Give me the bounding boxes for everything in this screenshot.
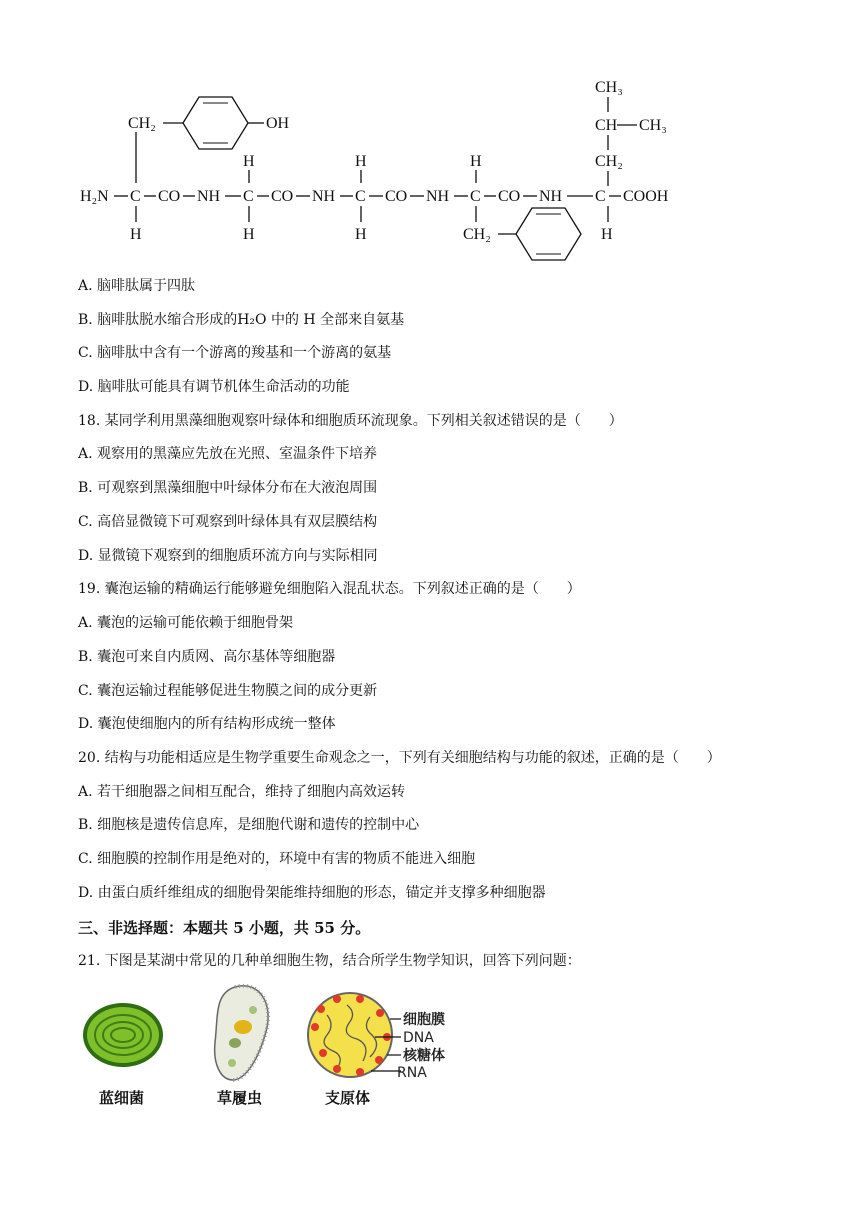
co-3: CO <box>385 188 408 205</box>
c-2: C <box>243 188 254 205</box>
q20-stem: 20. 结构与功能相适应是生物学重要生命观念之一，下列有关细胞结构与功能的叙述，正确的是（ ） <box>78 750 721 766</box>
organisms-figure <box>75 975 475 1115</box>
q19-option-a: A. 囊泡的运输可能依赖于细胞骨架 <box>78 615 294 631</box>
membrane-label: 细胞膜 <box>403 1012 445 1028</box>
tyr-benzene-ring <box>183 97 248 149</box>
c-1: C <box>130 188 141 205</box>
h-bottom-2: H <box>243 226 255 243</box>
q19-option-c: C. 囊泡运输过程能够促进生物膜之间的成分更新 <box>78 683 378 699</box>
section-heading: 三、非选择题：本题共 5 小题，共 55 分。 <box>78 919 371 937</box>
q18-option-c: C. 高倍显微镜下可观察到叶绿体具有双层膜结构 <box>78 514 378 530</box>
enkephalin-structure <box>70 70 690 270</box>
q18-option-b: B. 可观察到黑藻细胞中叶绿体分布在大液泡周围 <box>78 480 378 496</box>
ch-label: CH <box>595 117 618 134</box>
ch2-tyr-label: CH₂ <box>128 115 156 132</box>
q19-option-d: D. 囊泡使细胞内的所有结构形成统一整体 <box>78 716 336 732</box>
q17-option-b <box>78 310 404 330</box>
q20-option-c: C. 细胞膜的控制作用是绝对的，环境中有害的物质不能进入细胞 <box>78 851 476 867</box>
h2n-label: H₂N <box>80 188 109 205</box>
h-bottom-5: H <box>601 226 613 243</box>
q20-option-b: B. 细胞核是遗传信息库，是细胞代谢和遗传的控制中心 <box>78 817 420 833</box>
h2o-formula <box>237 312 266 328</box>
q17-option-d: D. 脑啡肽可能具有调节机体生命活动的功能 <box>78 379 350 395</box>
ch3-top-label: CH₃ <box>595 79 623 96</box>
phe-benzene-ring <box>516 208 581 260</box>
mycoplasma-label: 支原体 <box>325 1089 371 1107</box>
cyanobacteria-label: 蓝细菌 <box>99 1089 145 1107</box>
nh-4: NH <box>539 188 563 205</box>
ch3-right-label: CH₃ <box>639 117 667 134</box>
q20-option-d: D. 由蛋白质纤维组成的细胞骨架能维持细胞的形态，锚定并支撑多种细胞器 <box>78 885 546 901</box>
mycoplasma-image <box>308 993 392 1077</box>
h-top-3: H <box>470 153 482 170</box>
q19-stem: 19. 囊泡运输的精确运行能够避免细胞陷入混乱状态。下列叙述正确的是（ ） <box>78 581 581 597</box>
q17-option-b-tail: 中的 H 全部来自氨基 <box>266 312 405 328</box>
cyanobacteria-image <box>83 1003 163 1067</box>
nh-1: NH <box>197 188 221 205</box>
h-top-1: H <box>243 153 255 170</box>
q19-option-b: B. 囊泡可来自内质网、高尔基体等细胞器 <box>78 649 336 665</box>
paramecium-label: 草履虫 <box>217 1089 263 1107</box>
q21-stem: 21. 下图是某湖中常见的几种单细胞生物，结合所学生物学知识，回答下列问题： <box>78 953 581 969</box>
nh-2: NH <box>312 188 336 205</box>
q18-option-d: D. 显微镜下观察到的细胞质环流方向与实际相同 <box>78 548 378 564</box>
c-5: C <box>595 188 606 205</box>
rna-label: RNA <box>397 1065 427 1081</box>
ch2-leu-label: CH₂ <box>595 153 623 170</box>
q18-stem: 18. 某同学利用黑藻细胞观察叶绿体和细胞质环流现象。下列相关叙述错误的是（ ） <box>78 413 623 429</box>
paramecium-image <box>215 986 268 1080</box>
q18-option-a: A. 观察用的黑藻应先放在光照、室温条件下培养 <box>78 446 378 462</box>
h-bottom-1: H <box>130 226 142 243</box>
q17-option-b-text: B. 脑啡肽脱水缩合形成的 <box>78 312 238 328</box>
co-2: CO <box>271 188 294 205</box>
ribosome-label: 核糖体 <box>403 1048 445 1064</box>
h-bottom-3: H <box>355 226 367 243</box>
dna-label: DNA <box>403 1030 434 1046</box>
oh-label: OH <box>266 115 290 132</box>
nh-3: NH <box>426 188 450 205</box>
q17-option-c: C. 脑啡肽中含有一个游离的羧基和一个游离的氨基 <box>78 345 392 361</box>
co-4: CO <box>498 188 521 205</box>
h-top-2: H <box>355 153 367 170</box>
cooh-label: COOH <box>623 188 669 205</box>
q20-option-a: A. 若干细胞器之间相互配合，维持了细胞内高效运转 <box>78 784 406 800</box>
q17-option-a: A. 脑啡肽属于四肽 <box>78 278 196 294</box>
ch2-phe-label: CH₂ <box>463 226 491 243</box>
co-1: CO <box>158 188 181 205</box>
h2o-text: H₂O <box>237 312 267 328</box>
c-4: C <box>470 188 481 205</box>
c-3: C <box>355 188 366 205</box>
